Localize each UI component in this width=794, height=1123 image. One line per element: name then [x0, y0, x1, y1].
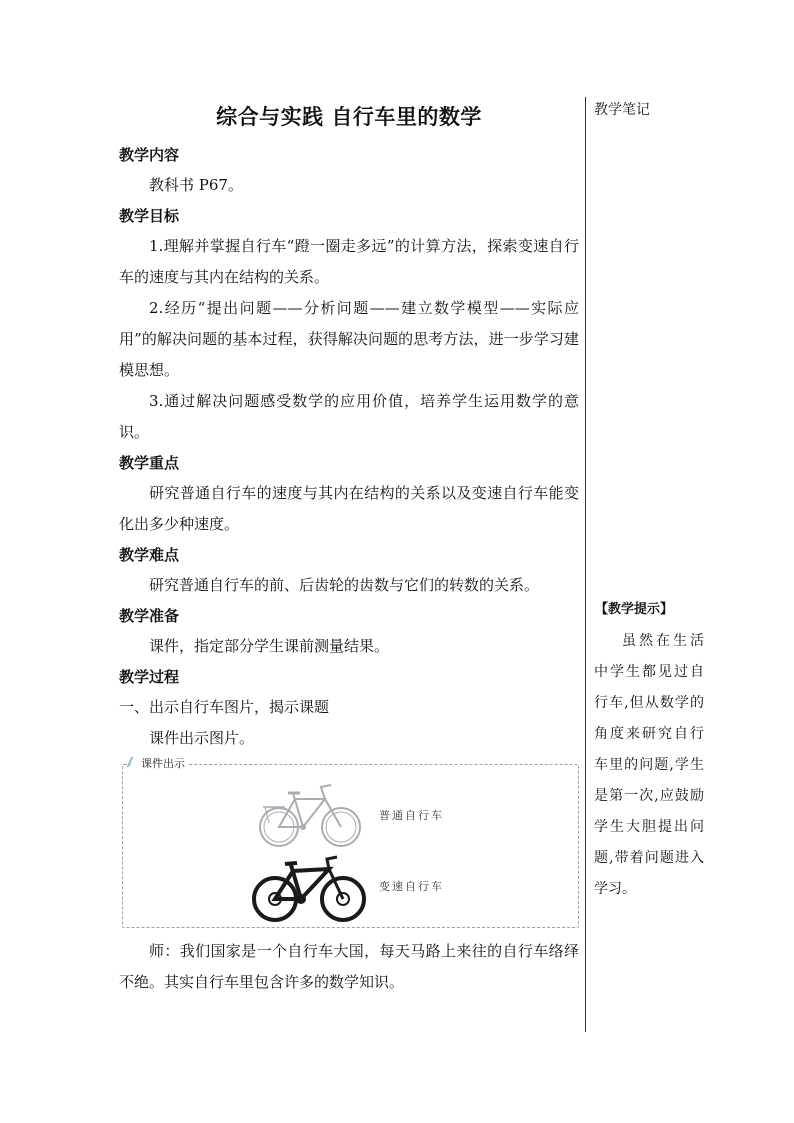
figure-tag-label: 课件出示 [141, 757, 185, 770]
heading-difficulties: 教学难点 [119, 546, 180, 564]
objective-item-1: 1.理解并掌握自行车“蹬一圈走多远”的计算方法，探索变速自行车的速度与其内在结构的关系。 [119, 237, 579, 286]
objective-item-3: 3.通过解决问题感受数学的应用价值，培养学生运用数学的意识。 [119, 392, 579, 441]
courseware-figure [122, 757, 579, 928]
page-title: 综合与实践 自行车里的数学 [216, 105, 482, 129]
heading-key-points: 教学重点 [119, 454, 180, 472]
column-divider [585, 97, 586, 1032]
preparation-text: 课件，指定部分学生课前测量结果。 [149, 637, 390, 655]
variable-bike-icon [249, 853, 369, 925]
heading-preparation: 教学准备 [119, 607, 180, 625]
difficulties-text: 研究普通自行车的前、后齿轮的齿数与它们的转数的关系。 [149, 576, 540, 594]
process-step-1-text: 课件出示图片。 [149, 729, 255, 747]
main-column [119, 100, 579, 998]
content-text: 教科书 P67。 [149, 176, 243, 194]
tips-title: 【教学提示】 [595, 602, 674, 617]
heading-process: 教学过程 [119, 668, 180, 686]
sidebar [594, 98, 706, 122]
heading-content: 教学内容 [119, 146, 180, 164]
objective-item-2: 2.经历“提出问题——分析问题——建立数学模型——实际应用”的解决问题的基本过程，获得解决问题的思考方法，进一步学习建模思想。 [119, 299, 579, 379]
variable-bike-label: 变速自行车 [379, 880, 444, 893]
teacher-text: 师：我们国家是一个自行车大国，每天马路上来往的自行车络绎不绝。其实自行车里包含许多的数学知识。 [119, 942, 579, 991]
tips-text: 虽然在生活中学生都见过自行车,但从数学的角度来研究自行车里的问题,学生是第一次,应鼓励学生大胆提出问题,带着问题进入学习。 [594, 633, 704, 897]
normal-bike-label: 普通自行车 [379, 809, 444, 822]
notes-title: 教学笔记 [594, 102, 650, 118]
figure-tag [131, 755, 189, 771]
process-step-1: 一、出示自行车图片，揭示课题 [119, 698, 330, 716]
key-points-text: 研究普通自行车的速度与其内在结构的关系以及变速自行车能变化出多少种速度。 [119, 484, 579, 533]
heading-objectives: 教学目标 [119, 207, 180, 225]
normal-bike-icon [255, 777, 365, 851]
